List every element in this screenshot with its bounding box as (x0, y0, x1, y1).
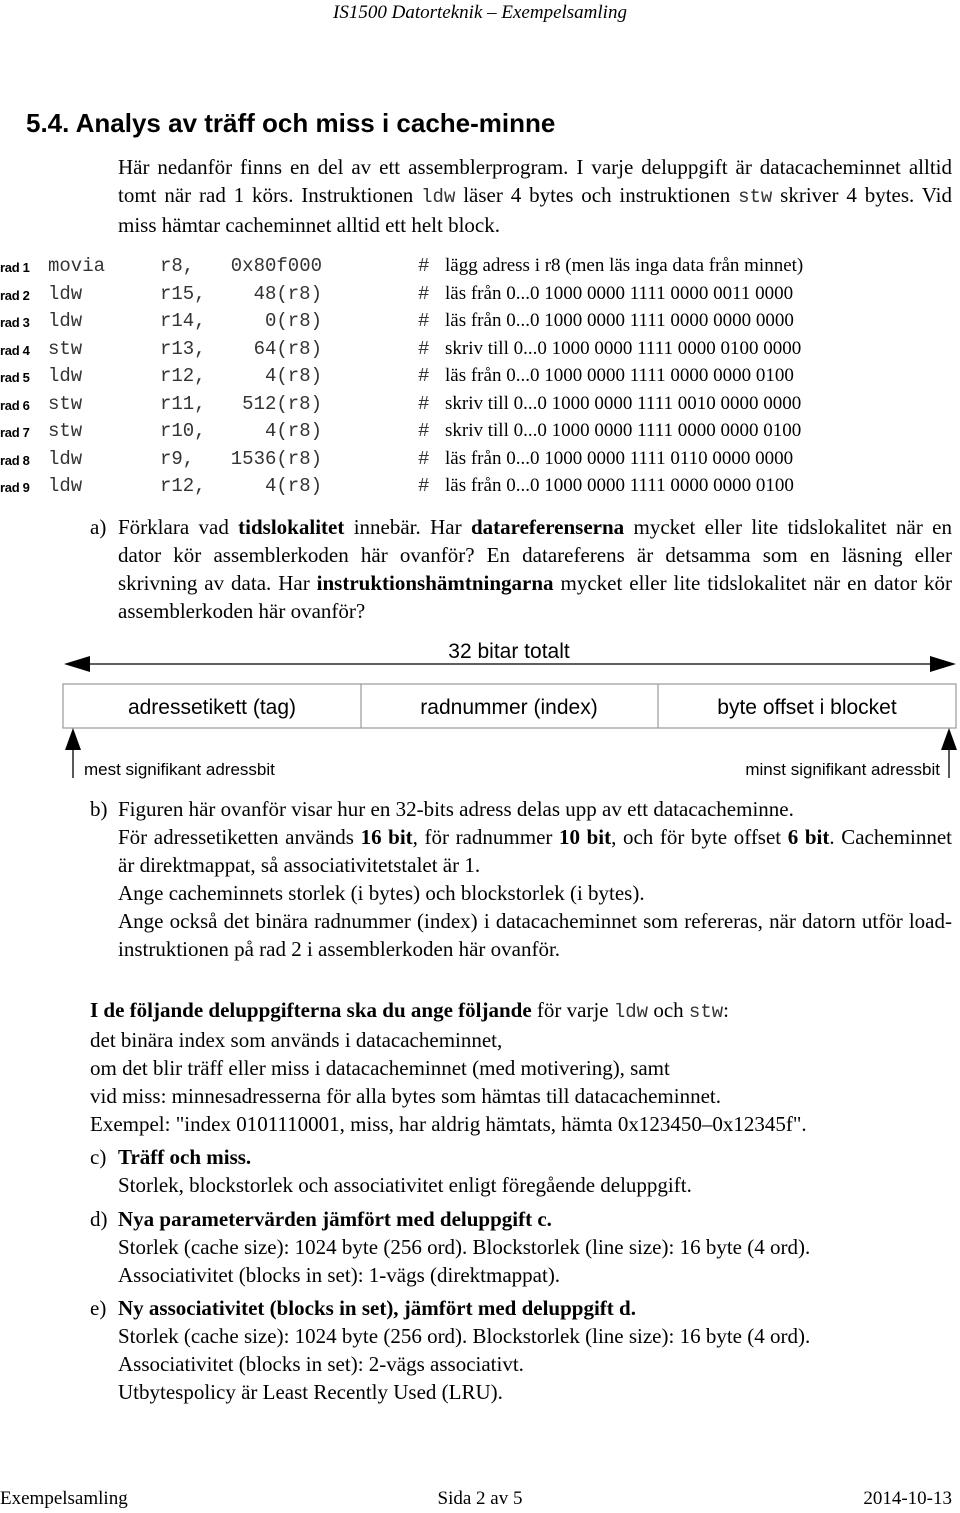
row-label: rad 3 (0, 315, 30, 330)
arrow-up-icon (941, 728, 957, 750)
register: r10, (160, 420, 206, 442)
lsb-label: minst signifikant adressbit (745, 760, 940, 779)
code-ldw: ldw (613, 1001, 649, 1023)
bits-index: 10 bit (559, 825, 612, 849)
text-line: det binära index som används i datacacheminnet, (90, 1028, 503, 1052)
operand: 0x80f000 (230, 255, 322, 277)
text: : (723, 998, 729, 1022)
question-c (0, 1143, 960, 1203)
arrow-left-icon (64, 656, 90, 672)
question-label: c) (90, 1145, 107, 1169)
address-diagram (0, 632, 960, 782)
comment: läs från 0...0 1000 0000 1111 0110 0000 0000 (445, 447, 794, 469)
operand: 48(r8) (253, 282, 322, 305)
bits-tag: 16 bit (360, 825, 413, 849)
question-title: Ny associativitet (blocks in set), jämfört med deluppgift d. (118, 1296, 636, 1320)
field-tag: adressetikett (tag) (127, 696, 297, 719)
register: r11, (160, 392, 206, 415)
term-datareferenserna: datareferenserna (470, 515, 625, 539)
msb-label: mest signifikant adressbit (84, 760, 275, 779)
comment-marker: # (418, 475, 430, 497)
operand: 4(r8) (264, 420, 322, 442)
text-line: vid miss: minnesadresserna för alla bytes som hämtas till datacacheminnet. (90, 1084, 721, 1108)
comment: läs från 0...0 1000 0000 1111 0000 0011 0000 (445, 282, 794, 304)
question-e (0, 1294, 960, 1414)
term-instruktionshamtningarna: instruktionshämtningarna (316, 571, 554, 595)
text: . Cacheminnet är direktmappat, så associativitetstalet är 1. (118, 825, 952, 877)
comment-marker: # (418, 447, 430, 470)
register: r12, (160, 475, 206, 497)
intro-stw: stw (738, 186, 773, 208)
question-title: Träff och miss. (118, 1145, 252, 1169)
register: r8, (160, 255, 195, 277)
text: innebär. Har (344, 515, 471, 539)
operand: 512(r8) (242, 392, 322, 415)
row-label: rad 8 (0, 452, 30, 468)
register: r13, (160, 337, 206, 360)
comment-marker: # (418, 365, 430, 387)
code-row (0, 280, 960, 308)
field-index: radnummer (index) (420, 696, 598, 719)
opcode: ldw (48, 447, 83, 470)
code-row (0, 362, 960, 390)
question-a (0, 513, 960, 633)
row-label: rad 9 (0, 480, 30, 495)
question-e-text (118, 1294, 952, 1406)
question-d (0, 1205, 960, 1295)
text-line: Utbytespolicy är Least Recently Used (LRU). (118, 1380, 503, 1404)
arrow-right-icon (930, 656, 956, 672)
text-line: Associativitet (blocks in set): 2-vägs associativt. (118, 1352, 524, 1376)
operand: 4(r8) (264, 365, 322, 387)
comment-marker: # (418, 282, 430, 305)
text-line: Figuren här ovanför visar hur en 32-bits adress delas upp av ett datacacheminne. (118, 797, 794, 821)
row-label: rad 5 (0, 370, 30, 385)
field-offset: byte offset i blocket (717, 696, 897, 719)
text: mycket eller lite tidslokalitet när en dator kör assemblerkoden här ovanför? (118, 571, 952, 623)
comment-marker: # (418, 420, 430, 442)
text: och (648, 998, 689, 1022)
opcode: ldw (48, 310, 83, 332)
arrow-up-icon (65, 728, 81, 750)
code-row (0, 307, 960, 335)
comment: skriv till 0...0 1000 0000 1111 0010 0000 0000 (445, 392, 802, 414)
code-row (0, 335, 960, 363)
comment: lägg adress i r8 (men läs inga data från minnet) (445, 255, 804, 276)
text: , för radnummer (412, 825, 559, 849)
row-label: rad 6 (0, 397, 30, 413)
register: r14, (160, 310, 206, 332)
opcode: stw (48, 392, 83, 415)
question-label: b) (90, 797, 108, 821)
text-line: Ange cacheminnets storlek (i bytes) och blockstorlek (i bytes). (118, 881, 645, 905)
register: r15, (160, 282, 206, 305)
operand: 0(r8) (264, 310, 322, 332)
intro-ldw: ldw (421, 186, 456, 208)
opcode: ldw (48, 475, 83, 497)
question-c-text (118, 1143, 952, 1199)
question-b (0, 795, 960, 965)
total-bits-label: 32 bitar totalt (448, 640, 570, 663)
code-row (0, 390, 960, 418)
register: r9, (160, 447, 195, 470)
comment-marker: # (418, 392, 430, 415)
text-line: Storlek (cache size): 1024 byte (256 ord). Blockstorlek (line size): 16 byte (4 ord). (118, 1235, 811, 1259)
question-label: e) (90, 1296, 107, 1320)
operand: 4(r8) (264, 475, 322, 497)
operand: 1536(r8) (230, 447, 322, 470)
footer-left: Exempelsamling (0, 1488, 128, 1509)
intro-text-3: skriver 4 bytes. Vid miss hämtar cacheminnet alltid ett helt block. (118, 183, 952, 237)
intro-paragraph (118, 153, 952, 239)
comment-marker: # (418, 337, 430, 360)
text-line: om det blir träff eller miss i datacacheminnet (med motivering), samt (90, 1056, 670, 1080)
question-label: d) (90, 1207, 108, 1231)
code-row (0, 445, 960, 473)
comment-marker: # (418, 255, 430, 277)
row-label: rad 2 (0, 287, 30, 303)
opcode: ldw (48, 282, 83, 305)
text: , och för byte offset (611, 825, 788, 849)
opcode: movia (48, 255, 106, 277)
register: r12, (160, 365, 206, 387)
text: För adressetiketten används (118, 825, 361, 849)
text: för varje (531, 998, 614, 1022)
question-label: a) (90, 515, 107, 539)
section-title: 5.4. Analys av träff och miss i cache-minne (26, 108, 556, 138)
text: Förklara vad (118, 515, 239, 539)
opcode: stw (48, 337, 83, 360)
instructions-block (90, 996, 952, 1138)
comment: läs från 0...0 1000 0000 1111 0000 0000 0100 (445, 365, 794, 386)
question-d-text (118, 1205, 952, 1289)
bits-offset: 6 bit (787, 825, 830, 849)
term-tidslokalitet: tidslokalitet (238, 515, 345, 539)
footer-page-number: Sida 2 av 5 (437, 1488, 523, 1509)
text-line (118, 823, 952, 879)
comment: läs från 0...0 1000 0000 1111 0000 0000 0000 (445, 310, 794, 331)
code-row (0, 472, 960, 500)
intro-text-1: Här nedanför finns en del av ett assemblerprogram. I varje deluppgift är datacacheminnet alltid tomt när rad 1 körs. Instruktionen (118, 155, 952, 207)
code-stw: stw (688, 1001, 724, 1023)
page-header: IS1500 Datorteknik – Exempelsamling (333, 2, 627, 23)
footer-date: 2014-10-13 (863, 1488, 952, 1509)
code-row (0, 417, 960, 445)
opcode: ldw (48, 365, 83, 387)
row-label: rad 7 (0, 425, 30, 440)
comment: skriv till 0...0 1000 0000 1111 0000 0100 0000 (445, 337, 802, 359)
comment-marker: # (418, 310, 430, 332)
opcode: stw (48, 420, 83, 442)
text-line: Storlek, blockstorlek och associativitet enligt föregående deluppgift. (118, 1173, 692, 1197)
comment: läs från 0...0 1000 0000 1111 0000 0000 0100 (445, 475, 794, 496)
text-line: Associativitet (blocks in set): 1-vägs (direktmappat). (118, 1263, 561, 1287)
text-line: Storlek (cache size): 1024 byte (256 ord). Blockstorlek (line size): 16 byte (4 ord). (118, 1324, 811, 1348)
operand: 64(r8) (253, 337, 322, 360)
text: mycket eller lite tidslokalitet när en dator kör assemblerkoden här ovanför? En datareferens är detsamma som en läsning eller skrivning av data. Har (118, 515, 952, 595)
question-title: Nya parametervärden jämfört med deluppgift c. (118, 1207, 552, 1231)
question-b-text (118, 795, 952, 963)
row-label: rad 4 (0, 342, 30, 358)
instructions-heading: I de följande deluppgifterna ska du ange följande (90, 998, 532, 1022)
text-line (90, 996, 952, 1026)
text-line: Ange också det binära radnummer (index) i datacacheminnet som refereras, när datorn utför load-instruktionen på rad 2 i assemblerkoden här ovanför. (118, 909, 952, 961)
question-a-text (118, 513, 952, 625)
code-row (0, 252, 960, 280)
text-line: Exempel: "index 0101110001, miss, har aldrig hämtats, hämta 0x123450–0x12345f". (90, 1112, 807, 1136)
intro-text-2: läser 4 bytes och instruktionen (455, 183, 739, 207)
row-label: rad 1 (0, 260, 30, 275)
comment: skriv till 0...0 1000 0000 1111 0000 0000 0100 (445, 420, 802, 441)
